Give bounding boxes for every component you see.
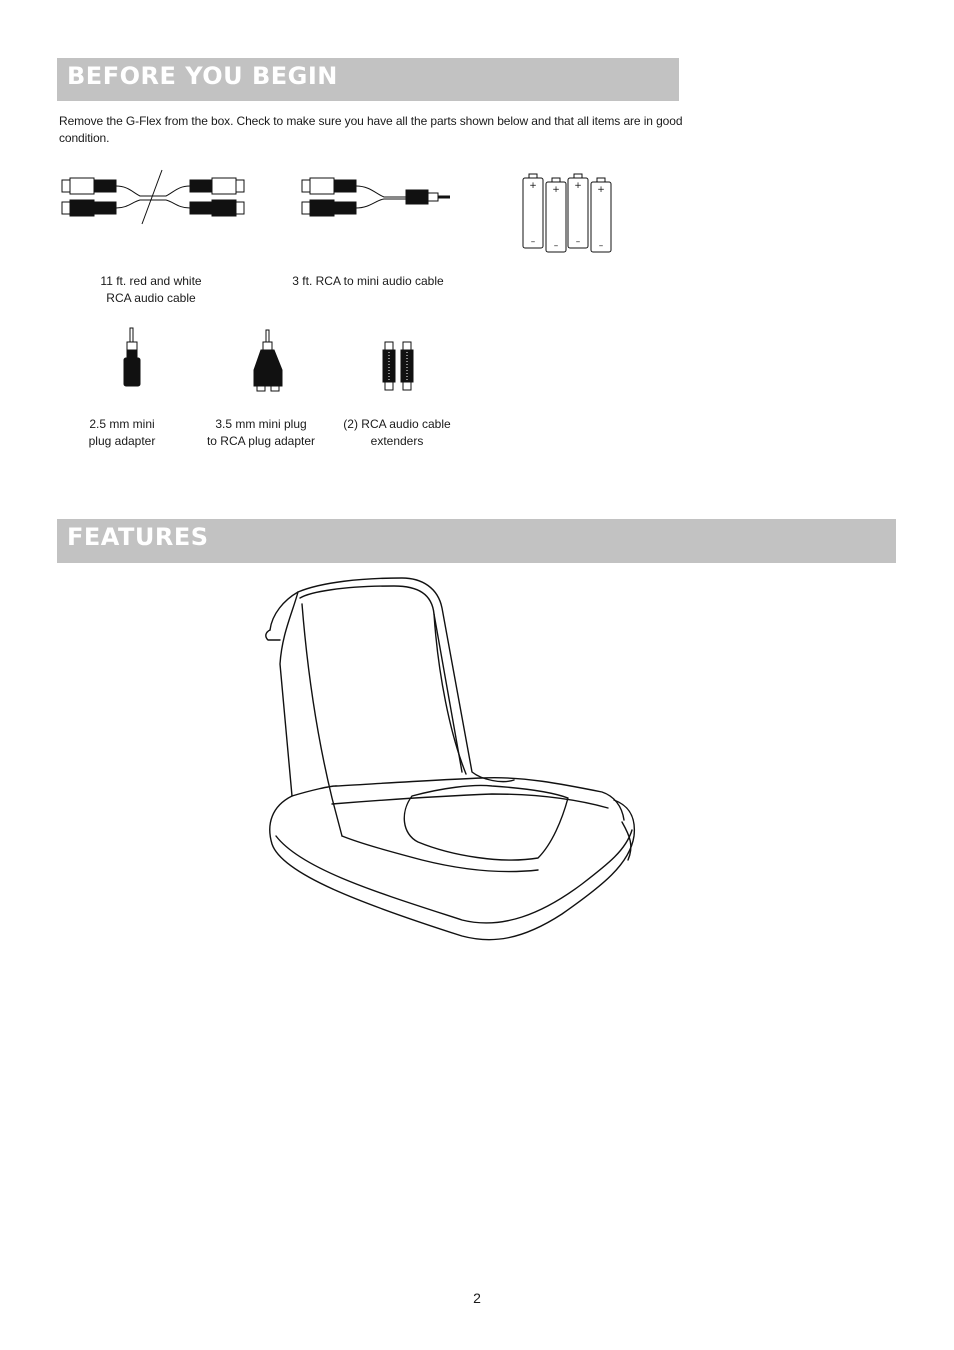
battery-positive-mark: + — [574, 181, 582, 191]
rca-extenders-caption: (2) RCA audio cable extenders — [343, 417, 451, 448]
battery-negative-mark: – — [575, 237, 581, 247]
before-you-begin-heading: BEFORE YOU BEGIN — [57, 58, 679, 101]
gaming-chair-illustration — [262, 574, 642, 946]
page-number: 2 — [473, 1290, 481, 1306]
rca-cable-illustration — [58, 168, 248, 228]
mini-cable-illustration — [300, 168, 455, 228]
mini-cable-caption: 3 ft. RCA to mini audio cable — [292, 274, 444, 288]
battery-negative-mark: – — [553, 241, 559, 251]
battery-positive-mark: + — [529, 181, 537, 191]
battery-positive-mark: + — [552, 185, 560, 195]
rca-cable-caption: 11 ft. red and white RCA audio cable — [100, 274, 202, 305]
batteries-illustration — [518, 172, 618, 256]
adapter-25mm-caption: 2.5 mm mini plug adapter — [88, 417, 156, 448]
adapter-25mm-illustration — [120, 326, 144, 390]
adapter-35mm-caption: 3.5 mm mini plug to RCA plug adapter — [206, 417, 316, 448]
rca-extenders-illustration — [380, 340, 416, 392]
features-heading: FEATURES — [57, 519, 896, 563]
intro-text: Remove the G-Flex from the box. Check to make sure you have all the parts shown below and that all items are in good condition. — [59, 114, 683, 145]
battery-negative-mark: – — [530, 237, 536, 247]
adapter-35mm-illustration — [248, 328, 288, 392]
battery-negative-mark: – — [598, 241, 604, 251]
battery-positive-mark: + — [597, 185, 605, 195]
